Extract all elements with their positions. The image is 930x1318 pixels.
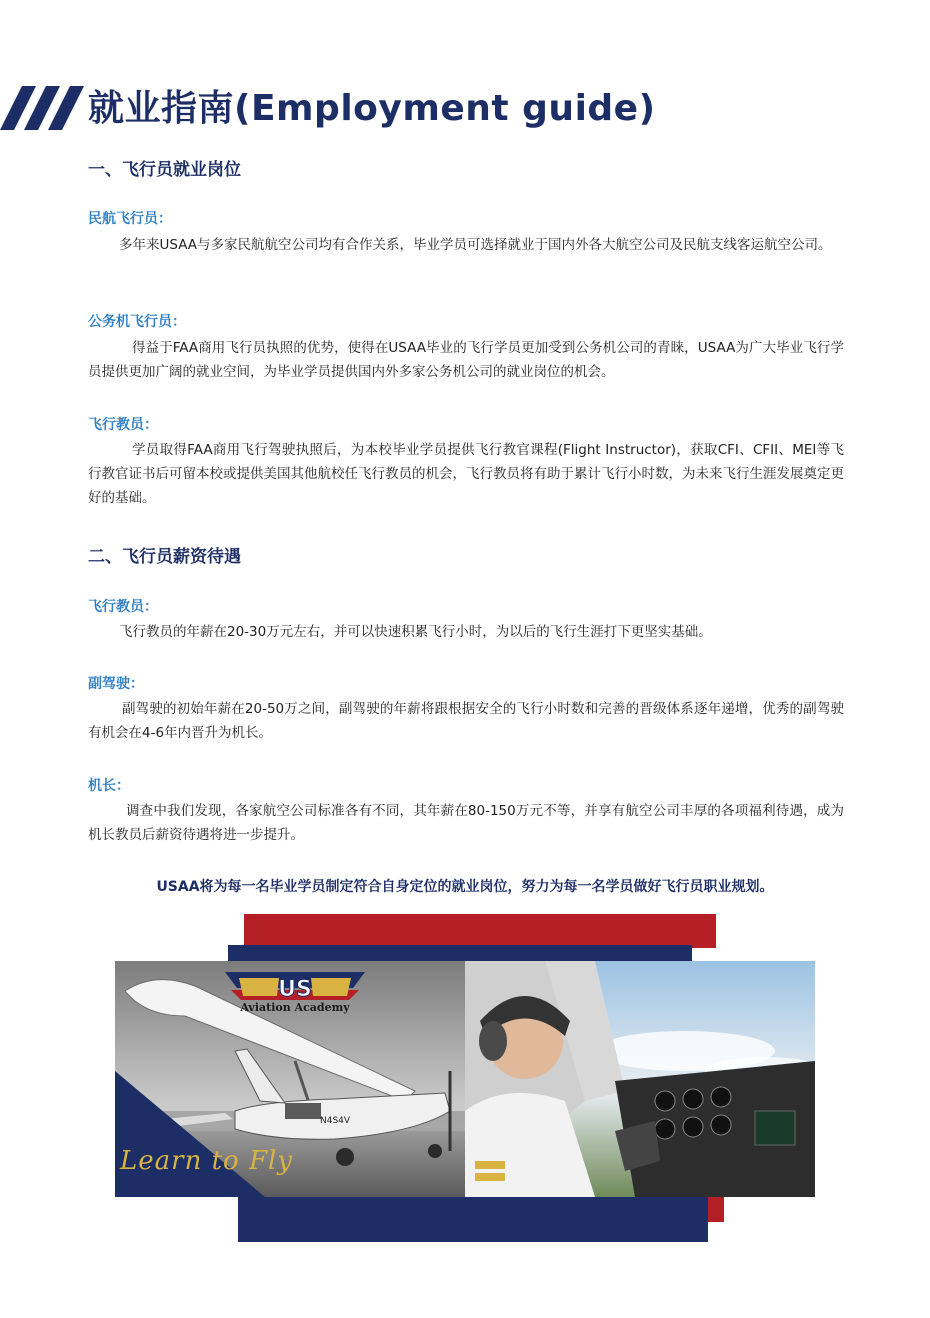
page-title: 就业指南(Employment guide) bbox=[88, 88, 656, 129]
subtitle-flight-instructor: 飞行教员： bbox=[88, 417, 158, 433]
subtitle-business-jet-pilot: 公务机飞行员： bbox=[88, 314, 186, 330]
subtitle-first-officer: 副驾驶： bbox=[88, 676, 144, 692]
red-band-top bbox=[244, 914, 716, 948]
paragraph-airline-pilot: 多年来USAA与多家民航航空公司均有合作关系，毕业学员可选择就业于国内外各大航空公司及民航支线客运航空公司。 bbox=[119, 237, 832, 253]
paragraph-business-jet-pilot: 得益于FAA商用飞行员执照的优势，使得在USAA毕业的飞行学员更加受到公务机公司的青睐，USAA为广大毕业飞行学员提供更加广阔的就业空间，为毕业学员提供国内外多家公务机公司的就业岗位的机会。 bbox=[88, 340, 844, 380]
logo-mark: US bbox=[278, 977, 312, 1002]
subtitle-captain: 机长： bbox=[88, 778, 130, 794]
navy-band-bottom bbox=[238, 1196, 708, 1242]
paragraph-captain: 调查中我们发现，各家航空公司标准各有不同，其年薪在80-150万元不等，并享有航空公司丰厚的各项福利待遇，成为机长教员后薪资待遇将进一步提升。 bbox=[88, 803, 844, 843]
section-title-salary: 二、飞行员薪资待遇 bbox=[88, 547, 241, 567]
cockpit-photo bbox=[465, 961, 815, 1197]
paragraph-flight-instructor: 学员取得FAA商用飞行驾驶执照后，为本校毕业学员提供飞行教官课程(Flight Instructor)，获取CFI、CFII、MEI等飞行教官证书后可留本校或提供美国其他航校任飞行教员的机会，飞行教员将有助于累计飞行小时数，为未来飞行生涯发展奠定更好的基础。 bbox=[88, 442, 844, 506]
navy-band-top bbox=[228, 945, 692, 961]
tail-number: N4S4V bbox=[320, 1116, 351, 1126]
subtitle-instructor-salary: 飞行教员： bbox=[88, 599, 158, 615]
title-slash-decoration bbox=[0, 86, 86, 130]
section-title-employment: 一、飞行员就业岗位 bbox=[88, 160, 241, 180]
closing-statement: USAA将为每一名毕业学员制定符合自身定位的就业岗位，努力为每一名学员做好飞行员职业规划。 bbox=[156, 879, 774, 895]
paragraph-first-officer: 副驾驶的初始年薪在20-50万之间，副驾驶的年薪将跟根据安全的飞行小时数和完善的晋级体系逐年递增，优秀的副驾驶有机会在4-6年内晋升为机长。 bbox=[88, 701, 844, 741]
subtitle-airline-pilot: 民航飞行员： bbox=[88, 211, 172, 227]
paragraph-instructor-salary: 飞行教员的年薪在20-30万元左右，并可以快速积累飞行小时，为以后的飞行生涯打下更坚实基础。 bbox=[119, 624, 712, 640]
logo-subtitle: Aviation Academy bbox=[240, 1001, 350, 1014]
learn-to-fly-tagline: Learn to Fly bbox=[120, 1146, 294, 1176]
